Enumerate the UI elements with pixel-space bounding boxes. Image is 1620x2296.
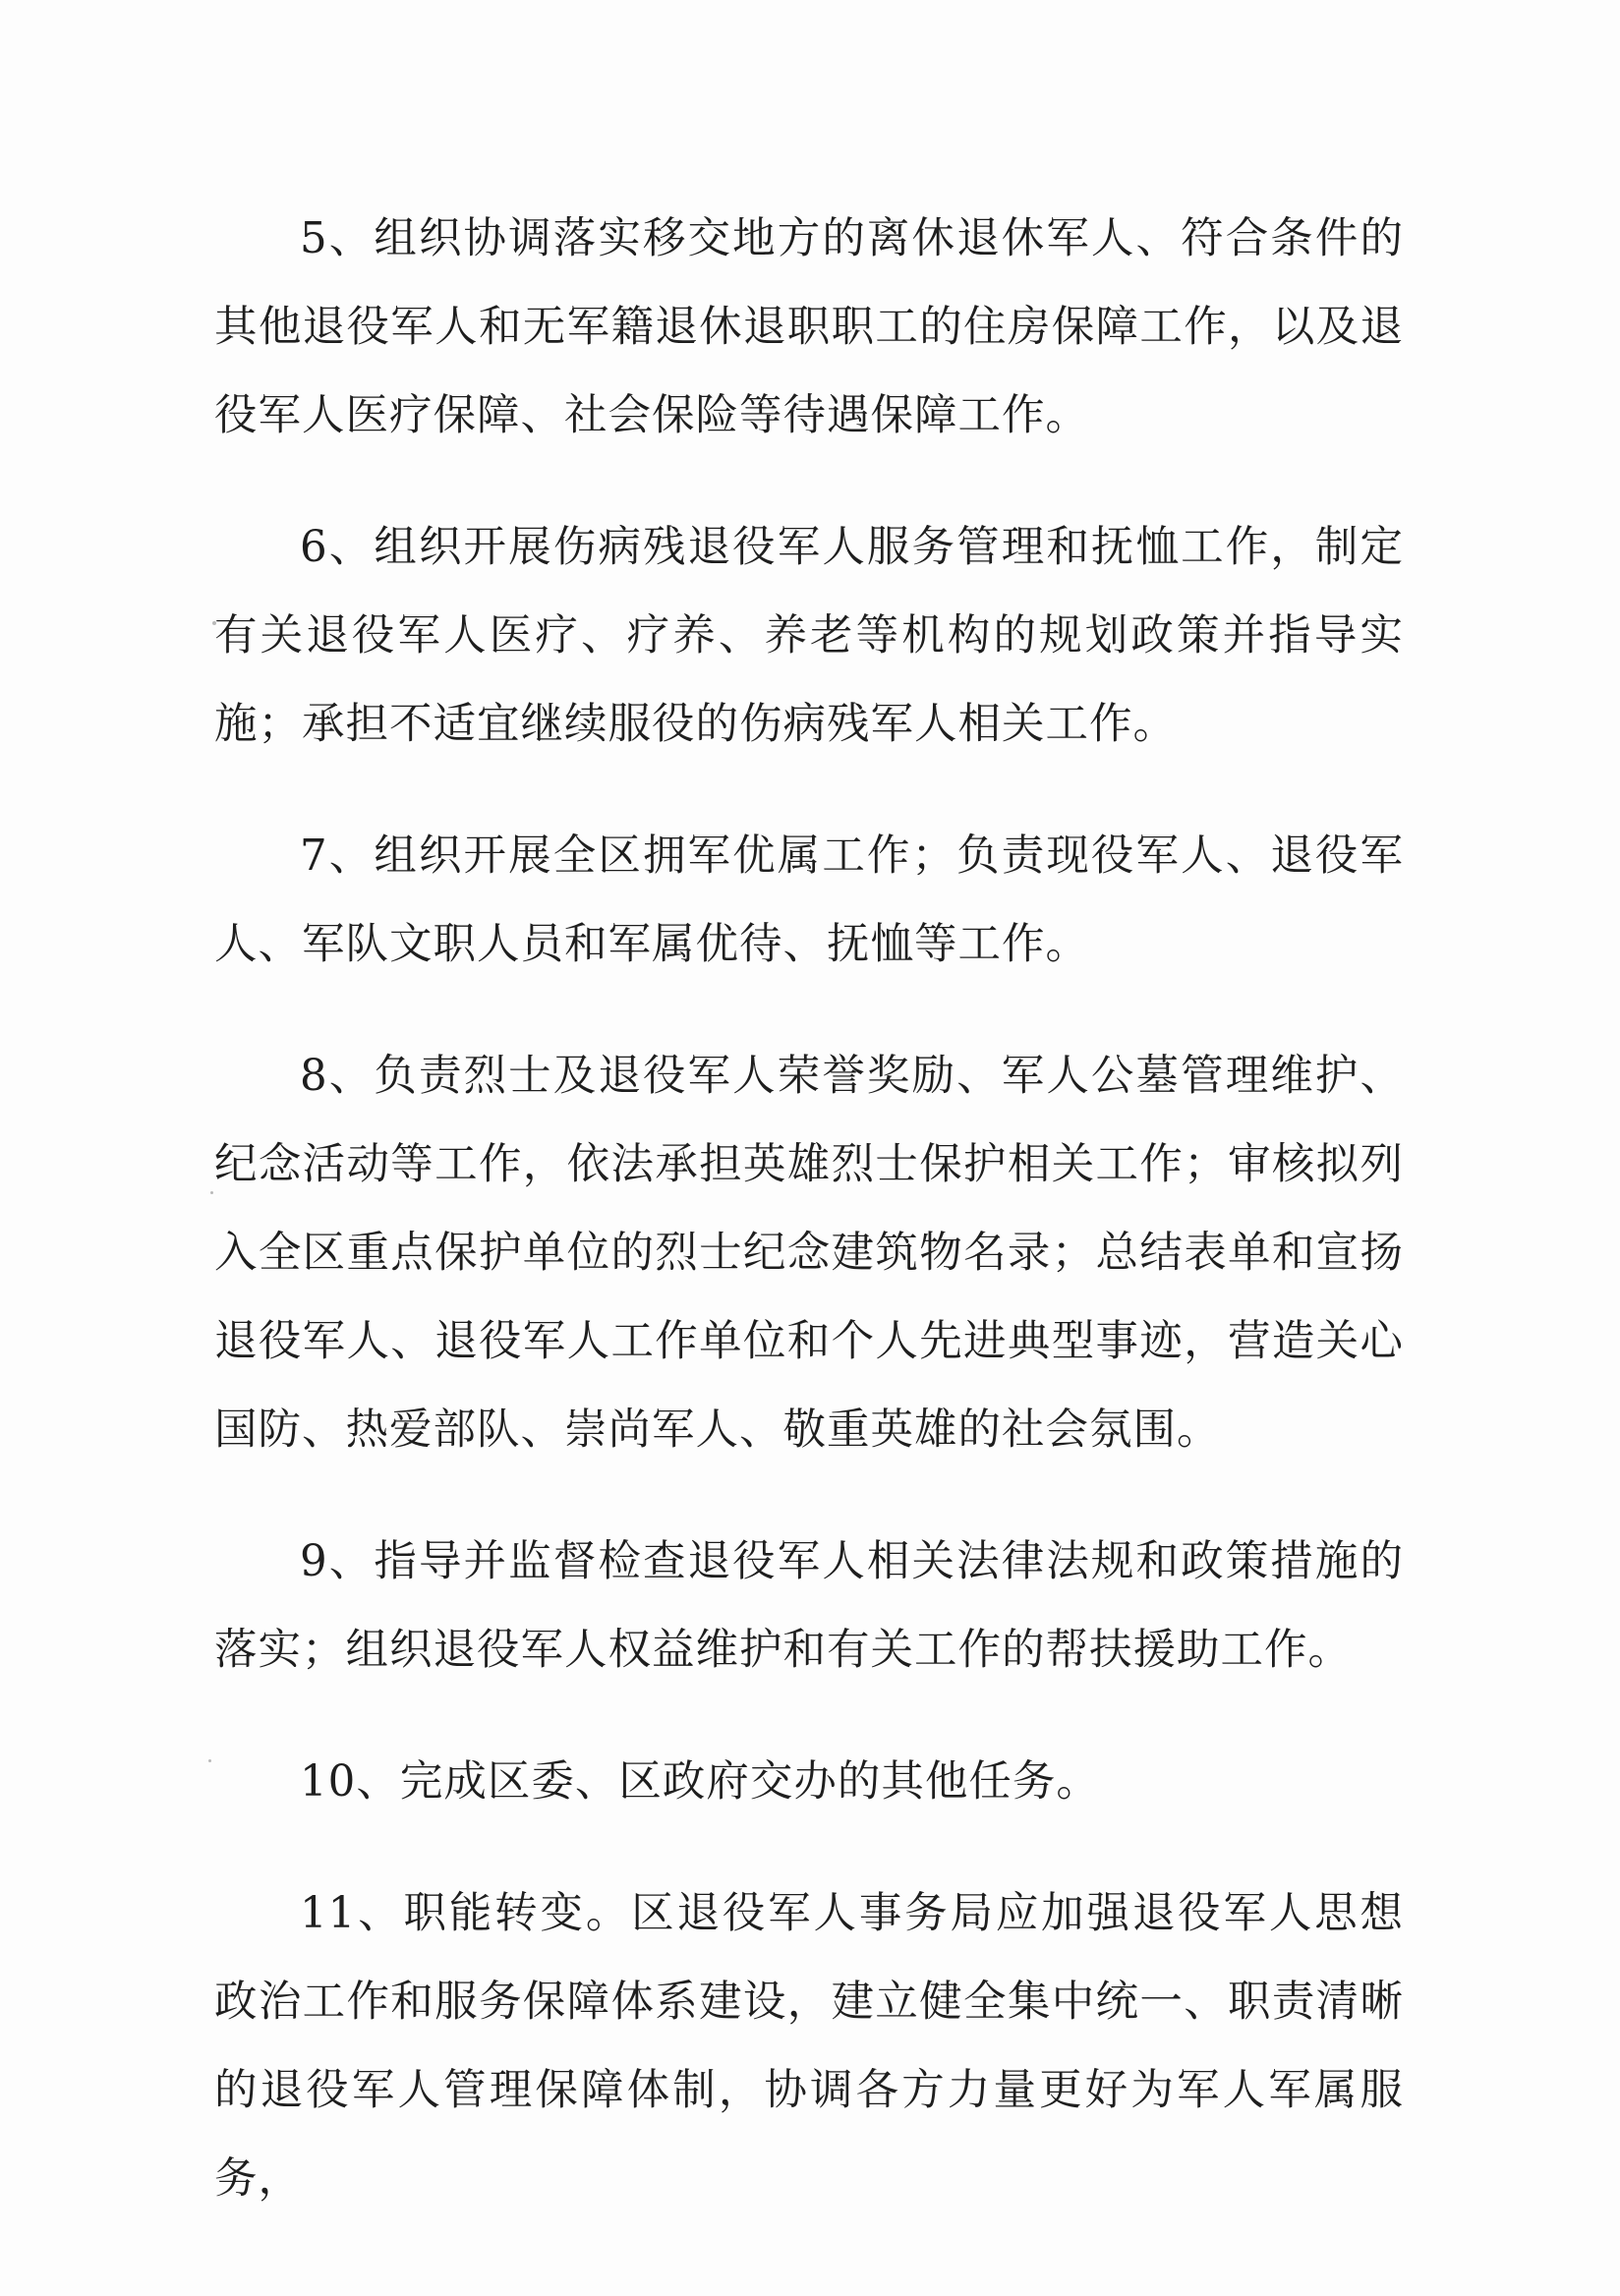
document-body	[214, 195, 1404, 2265]
paragraph-5: 5、组织协调落实移交地方的离休退休军人、符合条件的其他退役军人和无军籍退休退职职工的住房保障工作，以及退役军人医疗保障、社会保险等待遇保障工作。	[214, 214, 1404, 440]
scan-speck	[210, 1191, 213, 1194]
paragraph-9: 9、指导并监督检查退役军人相关法律法规和政策措施的落实；组织退役军人权益维护和有关工作的帮扶援助工作。	[214, 1537, 1404, 1675]
paragraph-6: 6、组织开展伤病残退役军人服务管理和抚恤工作，制定有关退役军人医疗、疗养、养老等机构的规划政策并指导实施；承担不适宜继续服役的伤病残军人相关工作。	[214, 523, 1404, 749]
paragraph-8: 8、负责烈士及退役军人荣誉奖励、军人公墓管理维护、纪念活动等工作，依法承担英雄烈士保护相关工作；审核拟列入全区重点保护单位的烈士纪念建筑物名录；总结表单和宣扬退役军人、退役军人工作单位和个人先进典型事迹，营造关心国防、热爱部队、崇尚军人、敬重英雄的社会氛围。	[214, 1052, 1404, 1455]
paragraph-10: 10、完成区委、区政府交办的其他任务。	[300, 1757, 1100, 1807]
scan-speck	[208, 1759, 211, 1762]
paragraph-11: 11、职能转变。区退役军人事务局应加强退役军人思想政治工作和服务保障体系建设，建立健全集中统一、职责清晰的退役军人管理保障体制，协调各方力量更好为军人军属服务，	[214, 1889, 1404, 2204]
paragraph-7: 7、组织开展全区拥军优属工作；负责现役军人、退役军人、军队文职人员和军属优待、抚恤等工作。	[214, 832, 1404, 969]
